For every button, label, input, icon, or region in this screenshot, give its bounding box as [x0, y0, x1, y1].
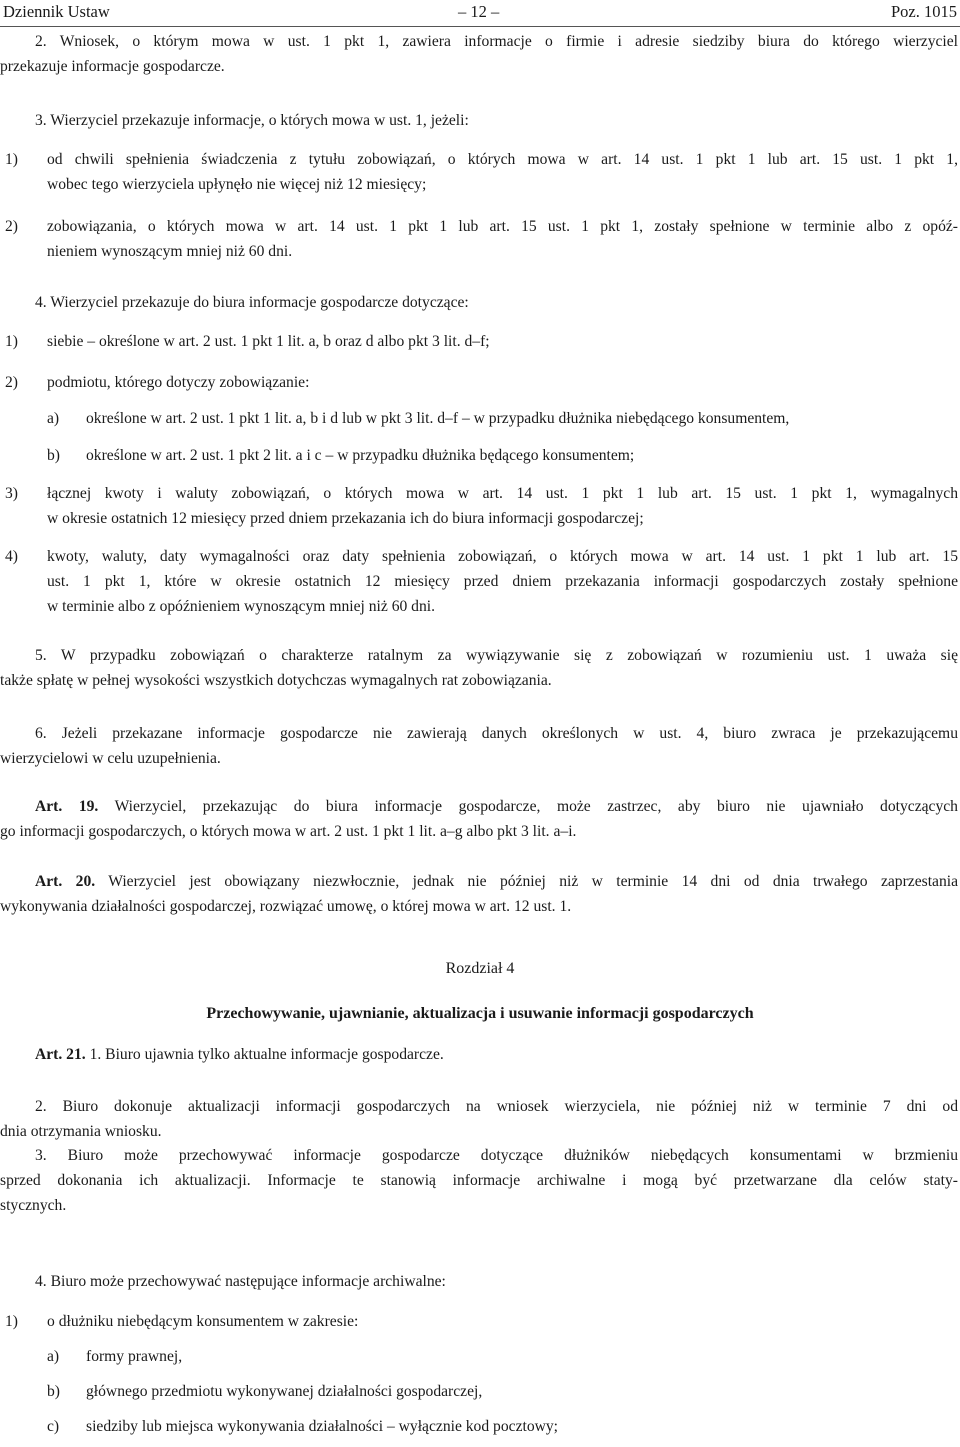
text-line: 1) [5, 151, 18, 168]
text-line: 3) [5, 485, 18, 502]
text-line: 1) [5, 333, 18, 350]
text-line: wykonywania działalności gospodarczej, rozwiązać umowę, o której mowa w art. 12 ust. 1. [0, 898, 572, 915]
text-line: b) [47, 1383, 60, 1400]
text-line: określone w art. 2 ust. 1 pkt 2 lit. a i c – w przypadku dłużnika będącego konsumentem; [86, 447, 635, 464]
text-line [35, 799, 958, 815]
text-line: ust. 1 pkt 1, które w okresie ostatnich 12 miesięcy przed dniem przekazania informacji gospodarczych zostały spełnione [47, 573, 958, 590]
text-line: dnia otrzymania wniosku. [0, 1123, 162, 1140]
text-line: b) [47, 447, 60, 464]
text-line: 3. Wierzyciel przekazuje informacje, o których mowa w ust. 1, jeżeli: [35, 112, 469, 129]
text-line: w terminie albo z opóźnieniem wynoszącym mniej niż 60 dni. [47, 598, 436, 615]
text-line: stycznych. [0, 1197, 67, 1214]
text-line: kwoty, waluty, daty wymagalności oraz daty spełnienia zobowiązań, o których mowa w art. 14 ust. 1 pkt 1 lub art. 15 [47, 548, 958, 565]
text-line: a) [47, 1348, 60, 1365]
text-line: 4. Biuro może przechowywać następujące informacje archiwalne: [35, 1273, 446, 1290]
article-text: 1. Biuro ujawnia tylko aktualne informacje gospodarcze. [85, 1046, 444, 1063]
text-line: określone w art. 2 ust. 1 pkt 1 lit. a, b i d lub w pkt 3 lit. d–f – w przypadku dłużnika niebędącego konsumentem, [86, 410, 790, 427]
text-line: nieniem wynoszącym mniej niż 60 dni. [47, 243, 293, 260]
text-line: 2) [5, 218, 18, 235]
article-number: Art. 20. [35, 873, 96, 890]
text-line [35, 874, 958, 890]
text-line: 3. Biuro może przechowywać informacje gospodarcze dotyczące dłużników niebędących konsumentami w brzmieniu [35, 1147, 958, 1164]
text-line: sprzed dokonania ich aktualizacji. Informacje te stanowią informacje archiwalne i mogą być przetwarzane dla celów staty- [0, 1172, 958, 1189]
text-line: 4) [5, 548, 18, 565]
position-number: Poz. 1015 [891, 2, 957, 21]
page-header [0, 0, 960, 27]
text-line: podmiotu, którego dotyczy zobowiązanie: [47, 374, 310, 391]
page-number: – 12 – [458, 2, 500, 21]
text-line: 4. Wierzyciel przekazuje do biura informacje gospodarcze dotyczące: [35, 294, 469, 311]
chapter-title: Przechowywanie, ujawnianie, aktualizacja i usuwanie informacji gospodarczych [206, 1005, 754, 1022]
article-text: Wierzyciel jest obowiązany niezwłocznie, jednak nie później niż w terminie 14 dni od dnia trwałego zaprzestania [95, 873, 958, 890]
text-line: od chwili spełnienia świadczenia z tytułu zobowiązań, o których mowa w art. 14 ust. 1 pkt 1 lub art. 15 ust. 1 pkt 1, [47, 151, 958, 168]
text-line: a) [47, 410, 60, 427]
text-line: także spłatę w pełnej wysokości wszystkich dotychczas wymagalnych rat zobowiązania. [0, 672, 552, 689]
text-line: wobec tego wierzyciela upłynęło nie więcej niż 12 miesięcy; [47, 176, 427, 193]
text-line: głównego przedmiotu wykonywanej działalności gospodarczej, [86, 1383, 483, 1400]
text-line: 2. Biuro dokonuje aktualizacji informacji gospodarczych na wniosek wierzyciela, nie później niż w terminie 7 dni od [35, 1098, 958, 1115]
text-line: przekazuje informacje gospodarcze. [0, 58, 225, 75]
text-line: 1) [5, 1313, 18, 1330]
text-line: 5. W przypadku zobowiązań o charakterze ratalnym za wywiązywanie się z zobowiązań w rozumieniu ust. 1 uważa się [35, 647, 958, 664]
article-text: Wierzyciel, przekazując do biura informacje gospodarcze, może zastrzec, aby biuro nie ujawniało dotyczących [98, 798, 958, 815]
text-line: zobowiązania, o których mowa w art. 14 ust. 1 pkt 1 lub art. 15 ust. 1 pkt 1, zostały spełnione w terminie albo z opóź- [47, 218, 958, 235]
text-line [35, 1047, 444, 1063]
chapter-label: Rozdział 4 [445, 960, 515, 977]
text-line: łącznej kwoty i waluty zobowiązań, o których mowa w art. 14 ust. 1 pkt 1 lub art. 15 ust. 1 pkt 1, wymagalnych [47, 485, 958, 502]
journal-title: Dziennik Ustaw [3, 2, 110, 21]
text-line: 2. Wniosek, o którym mowa w ust. 1 pkt 1, zawiera informacje o firmie i adresie siedziby biura do którego wierzyciel [35, 33, 958, 50]
article-number: Art. 19. [35, 798, 99, 815]
article-number: Art. 21. [35, 1046, 86, 1063]
text-line: w okresie ostatnich 12 miesięcy przed dniem przekazania ich do biura informacji gospodarczej; [47, 510, 644, 527]
text-line: c) [47, 1418, 60, 1435]
text-line: go informacji gospodarczych, o których mowa w art. 2 ust. 1 pkt 1 lit. a–g albo pkt 3 lit. a–i. [0, 823, 577, 840]
text-line: 2) [5, 374, 18, 391]
text-line: formy prawnej, [86, 1348, 183, 1365]
text-line: o dłużniku niebędącym konsumentem w zakresie: [47, 1313, 359, 1330]
text-line: wierzycielowi w celu uzupełnienia. [0, 750, 221, 767]
text-line: siedziby lub miejsca wykonywania działalności – wyłącznie kod pocztowy; [86, 1418, 559, 1435]
text-line: 6. Jeżeli przekazane informacje gospodarcze nie zawierają danych określonych w ust. 4, biuro zwraca je przekazującemu [35, 725, 958, 742]
text-line: siebie – określone w art. 2 ust. 1 pkt 1 lit. a, b oraz d albo pkt 3 lit. d–f; [47, 333, 490, 350]
